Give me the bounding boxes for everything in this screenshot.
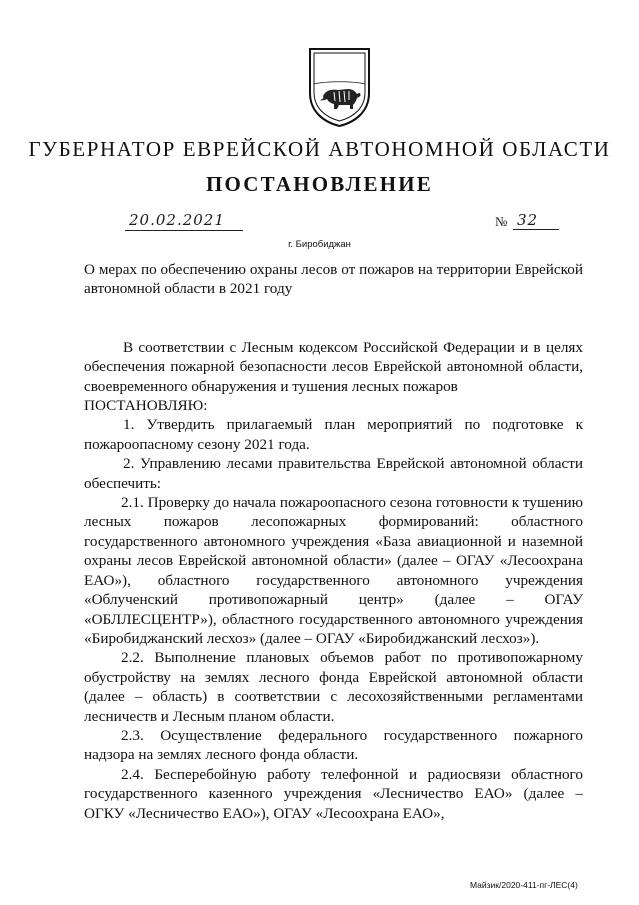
number-underline	[513, 229, 559, 230]
handwritten-date: 20.02.2021	[129, 211, 225, 229]
document-body	[84, 260, 583, 823]
number-sign: №	[495, 214, 508, 229]
resolve-heading: ПОСТАНОВЛЯЮ:	[84, 397, 208, 415]
footer-document-code: Майзик/2020-411-пг-ЛЕС(4)	[470, 880, 578, 890]
clause-1: 1. Утвердить прилагаемый план мероприятий по подготовке к пожароопасному сезону 2021 года.	[84, 416, 583, 453]
clause-2-4: 2.4. Бесперебойную работу телефонной и радиосвязи областного государственного казенного учреждения «Лесничество ЕАО» (далее – ОГКУ «Лесничество ЕАО»), ОГАУ «Лесоохрана ЕАО»,	[84, 765, 583, 822]
handwritten-number: 32	[517, 211, 539, 229]
number-field	[495, 210, 559, 230]
clause-2-2: 2.2. Выполнение плановых объемов работ по противопожарному обустройству на землях лесного фонда Еврейской автономной области (далее – область) в соответствии с лесохозяйственными регламентами лесничеств и Лесным планом области.	[84, 649, 583, 725]
preamble-paragraph: В соответствии с Лесным кодексом Российской Федерации и в целях обеспечения пожарной безопасности лесов Еврейской автономной области, своевременного обнаружения и тушения лесных пожаров	[84, 338, 583, 395]
city-label: г. Биробиджан	[288, 239, 351, 250]
coat-of-arms-icon	[301, 46, 378, 128]
document-type: ПОСТАНОВЛЕНИЕ	[205, 172, 434, 196]
document-subject: О мерах по обеспечению охраны лесов от пожаров на территории Еврейской автономной области в 2021 году	[84, 261, 583, 298]
date-field	[125, 208, 243, 231]
clause-2-3: 2.3. Осуществление федерального государственного пожарного надзора на землях лесного фонда области.	[84, 726, 583, 764]
clause-2-1: 2.1. Проверку до начала пожароопасного сезона готовности к тушению лесных пожаров лесопожарных формирований: областного государственного автономного учреждения «База авиационной и наземной охраны лесов Еврейской автономной области» (далее – ОГАУ «Лесоохрана ЕАО»), областного государственного автономного учреждения «Облученский противопожарный центр» (далее – ОГАУ «ОБЛЛЕСЦЕНТР»), областного государственного автономного учреждения «Биробиджанский лесхоз» (далее – ОГАУ «Биробиджанский лесхоз»).	[84, 494, 583, 647]
issuer-title: ГУБЕРНАТОР ЕВРЕЙСКОЙ АВТОНОМНОЙ ОБЛАСТИ	[28, 137, 611, 161]
clause-2: 2. Управлению лесами правительства Еврейской автономной области обеспечить:	[84, 455, 583, 492]
